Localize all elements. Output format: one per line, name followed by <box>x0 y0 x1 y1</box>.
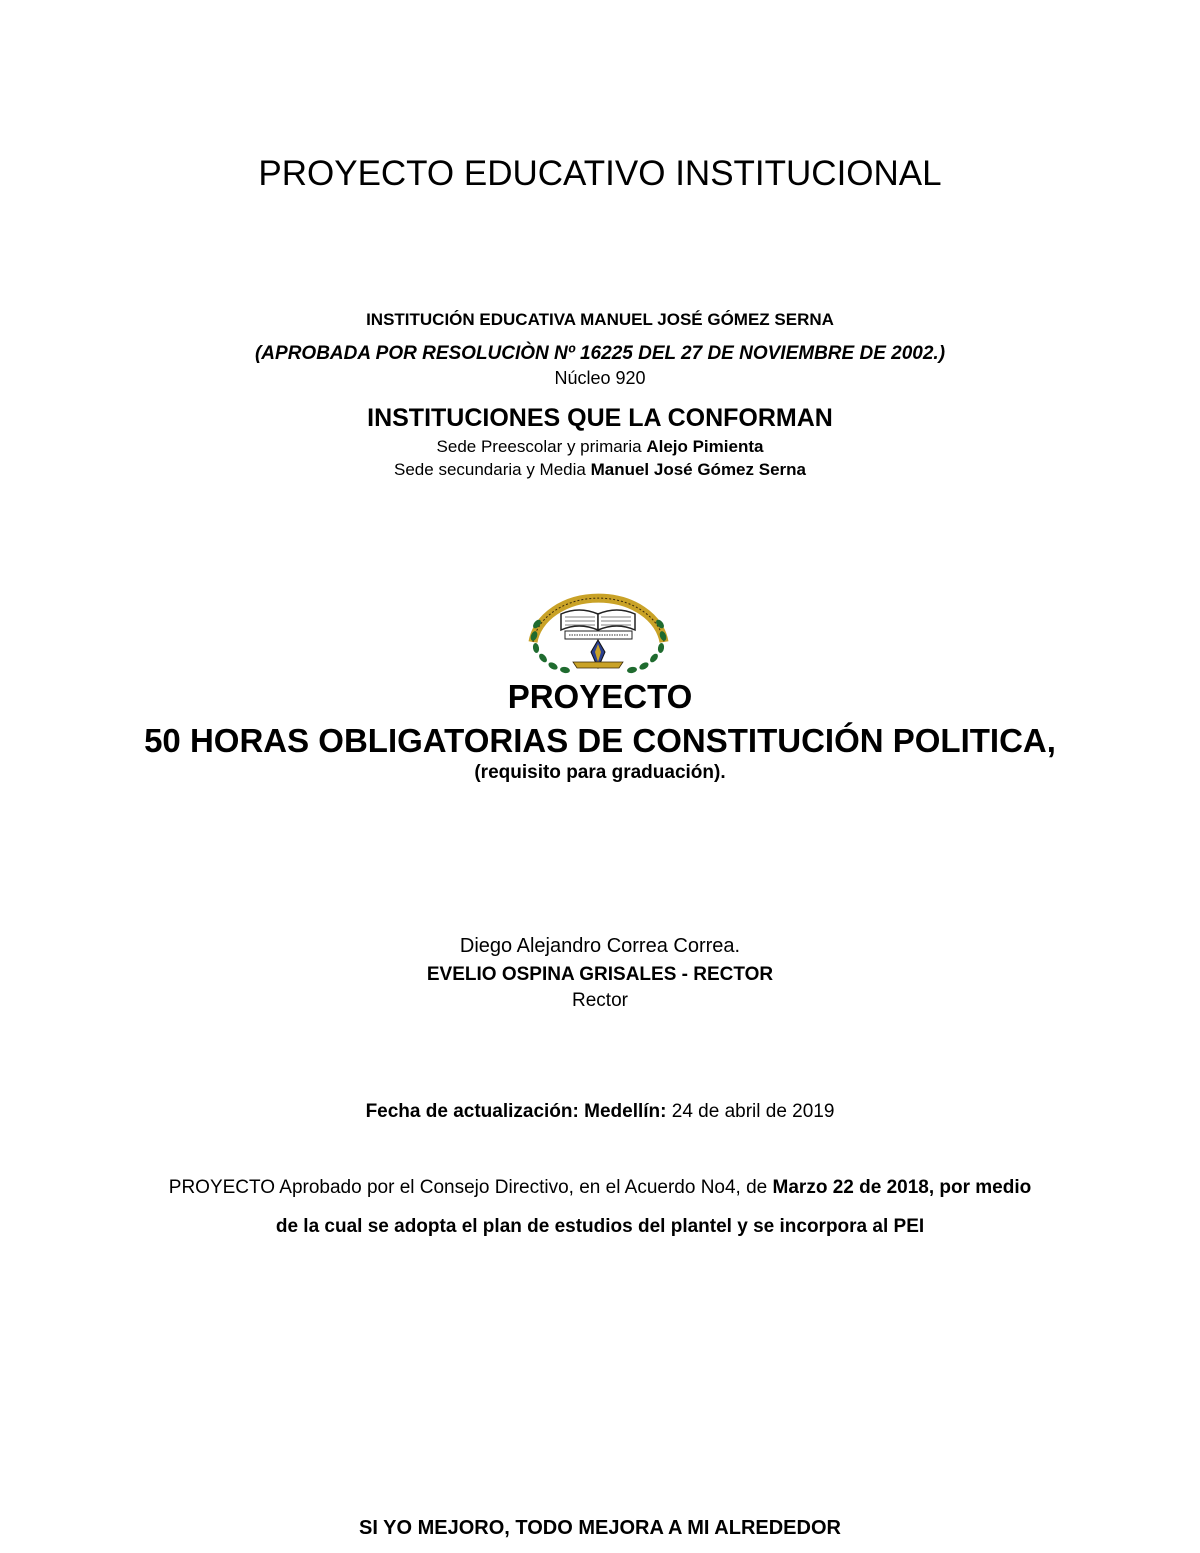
author-name: Diego Alejandro Correa Correa. <box>459 935 741 957</box>
sede-primaria-name: Alejo Pimienta <box>646 437 764 456</box>
rector-name: EVELIO OSPINA GRISALES - RECTOR <box>426 964 774 985</box>
project-title: 50 HORAS OBLIGATORIAS DE CONSTITUCIÓN POLITICA, <box>144 722 1056 759</box>
rector-role: Rector <box>572 990 628 1011</box>
institutions-heading: INSTITUCIONES QUE LA CONFORMAN <box>367 404 833 432</box>
document-title: PROYECTO EDUCATIVO INSTITUCIONAL <box>258 154 942 193</box>
institution-motto: SI YO MEJORO, TODO MEJORA A MI ALREDEDOR <box>359 1517 841 1539</box>
update-date-line <box>0 1101 1200 1123</box>
institution-name: INSTITUCIÓN EDUCATIVA MANUEL JOSÉ GÓMEZ SERNA <box>366 310 834 329</box>
project-label: PROYECTO <box>507 678 693 715</box>
nucleo-number: Núcleo 920 <box>554 368 646 388</box>
approval-paragraph-line2: de la cual se adopta el plan de estudios del plantel y se incorpora al PEI <box>275 1216 925 1237</box>
update-date-value: 24 de abril de 2019 <box>666 1101 835 1122</box>
approval-resolution: (APROBADA POR RESOLUCIÒN Nº 16225 DEL 27 DE NOVIEMBRE DE 2002.) <box>254 343 946 364</box>
approval-date-bold: Marzo 22 de 2018, por medio <box>772 1177 1032 1198</box>
school-crest-logo <box>525 584 672 676</box>
approval-intro: PROYECTO Aprobado por el Consejo Directivo, en el Acuerdo No4, de <box>168 1177 773 1198</box>
sede-secundaria-prefix: Sede secundaria y Media <box>394 460 591 479</box>
update-date-label: Fecha de actualización: Medellín: <box>365 1101 667 1122</box>
sede-secundaria-name: Manuel José Gómez Serna <box>590 460 806 479</box>
approval-paragraph-line1 <box>0 1177 1200 1199</box>
sede-primaria-line <box>0 437 1200 457</box>
project-requirement: (requisito para graduación). <box>474 762 726 783</box>
sede-secundaria-line <box>0 460 1200 480</box>
sede-primaria-prefix: Sede Preescolar y primaria <box>436 437 647 456</box>
